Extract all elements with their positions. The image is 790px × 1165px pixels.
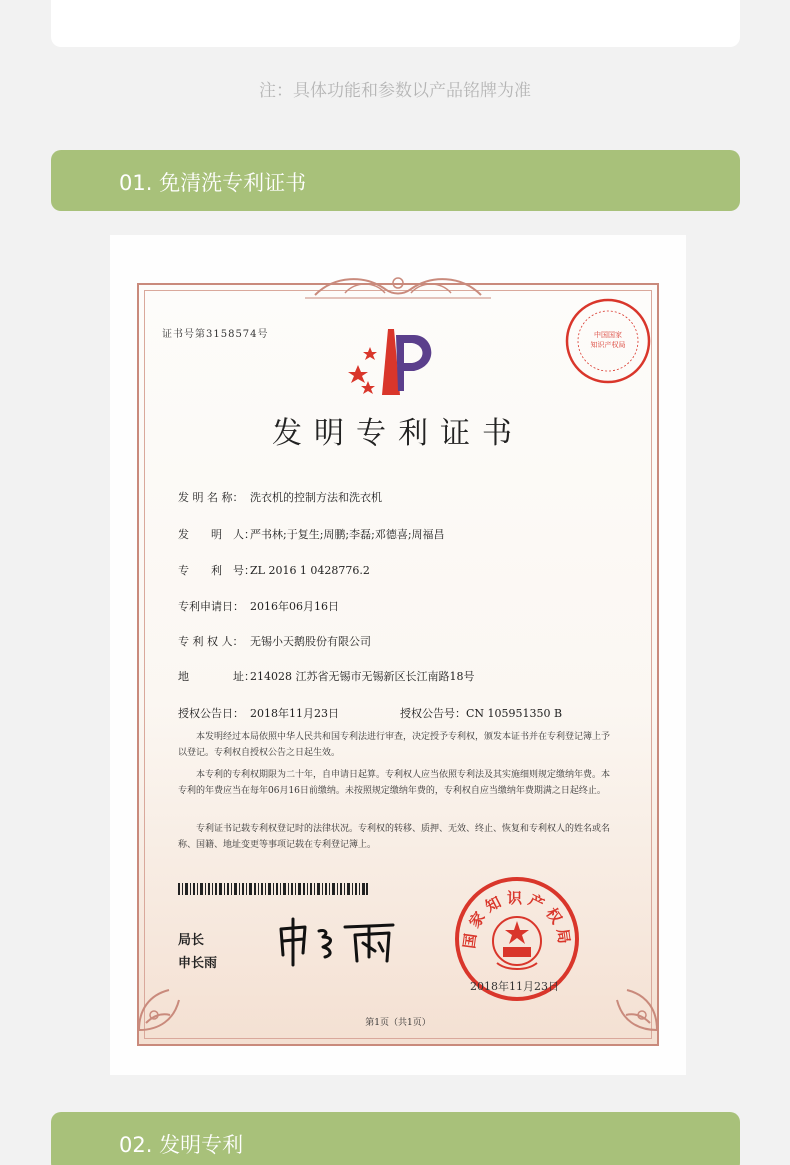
issue-date: 2018年11月23日 (470, 980, 559, 993)
section-header-2 (51, 1112, 740, 1165)
top-card (51, 0, 740, 47)
certificate-paragraph: 本发明经过本局依照中华人民共和国专利法进行审查，决定授予专利权，颁发本证书并在专利登记簿上予以登记。专利权自授权公告之日起生效。 (178, 732, 611, 758)
field-grant-number: 授权公告号：CN 105951350 B (400, 707, 563, 720)
field-patent-number: 专 利 号：ZL 2016 1 0428776.2 (178, 564, 370, 577)
patent-certificate (110, 235, 686, 1075)
certificate-title: 发明专利证书 (272, 416, 524, 451)
director-title: 局长 (178, 933, 205, 948)
field-address: 地 址：214028 江苏省无锡市无锡新区长江南路18号 (178, 670, 475, 683)
certificate-number: 证书号第3158574号 (162, 329, 269, 340)
signature (275, 915, 400, 967)
barcode-icon (178, 883, 368, 895)
field-filing-date: 专利申请日： 2016年06月16日 (178, 600, 339, 613)
page-number: 第1页（共1页） (365, 1018, 431, 1028)
top-ornament (305, 271, 491, 301)
section-header-1 (51, 150, 740, 211)
field-grant-date: 授权公告日： 2018年11月23日 (178, 707, 339, 720)
cnipa-logo-icon (348, 325, 444, 397)
svg-text:国家知识产权局: 国家知识产权局 (460, 889, 574, 950)
certificate-paragraph: 专利证书记载专利权登记时的法律状况。专利权的转移、质押、无效、终止、恢复和专利权人的姓名或名称、国籍、地址变更等事项记载在专利登记簿上。 (178, 824, 611, 850)
official-seal-small-icon (564, 297, 652, 385)
svg-text:中国国家: 中国国家 (594, 331, 622, 339)
svg-text:知识产权局: 知识产权局 (590, 341, 626, 349)
field-invention-name: 发 明 名 称： 洗衣机的控制方法和洗衣机 (178, 491, 382, 504)
certificate-paragraph: 本专利的专利权期限为二十年，自申请日起算。专利权人应当依照专利法及其实施细则规定缴纳年费。本专利的年费应当在每年06月16日前缴纳。未按照规定缴纳年费的，专利权自应当缴纳年费期满之日起终止。 (178, 770, 611, 796)
field-inventors: 发 明 人：严书林;于复生;周鹏;李磊;邓德喜;周福昌 (178, 528, 445, 541)
section-title: 01. 免清洗专利证书 (119, 171, 307, 195)
director-name: 申长雨 (178, 956, 218, 971)
disclaimer-note: 注：具体功能和参数以产品铭牌为准 (259, 81, 531, 101)
field-patentee: 专 利 权 人： 无锡小天鹅股份有限公司 (178, 635, 371, 648)
section-title: 02. 发明专利 (119, 1133, 244, 1157)
